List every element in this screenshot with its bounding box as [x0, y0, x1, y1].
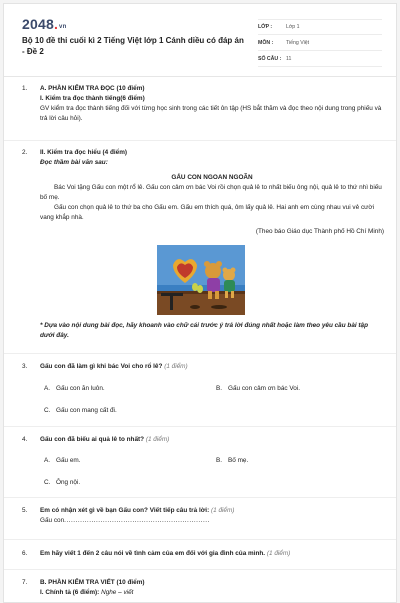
- question-text: Em có nhận xét gì về bạn Gấu con? Viết tiếp câu trả lời:: [40, 507, 210, 514]
- question-text: Gấu con đã làm gì khi bác Voi cho rổ lê?: [40, 363, 163, 370]
- meta-key: MÔN :: [258, 39, 274, 46]
- meta-row-class: [258, 19, 382, 35]
- site-logo[interactable]: [22, 16, 66, 32]
- option-c[interactable]: [44, 479, 80, 486]
- option-a[interactable]: [44, 457, 81, 464]
- divider: [4, 426, 397, 427]
- document-title: Bộ 10 đề thi cuối kì 2 Tiếng Việt lớp 1 Cánh diều có đáp án - Đề 2: [22, 36, 244, 56]
- section-heading: II. Kiểm tra đọc hiểu (4 điểm): [40, 149, 128, 156]
- meta-key: LỚP :: [258, 24, 273, 30]
- option-text: Gấu con mang cất đi.: [56, 407, 117, 414]
- option-b[interactable]: [216, 385, 300, 392]
- document-page: [3, 3, 397, 603]
- answer-line[interactable]: [40, 516, 384, 526]
- meta-table: [258, 19, 382, 67]
- divider: [4, 569, 397, 570]
- question-points: (1 điểm): [145, 436, 170, 443]
- section-subheading: Đọc thầm bài văn sau:: [40, 159, 108, 166]
- question-number: 4.: [22, 436, 28, 443]
- option-letter: B.: [216, 457, 223, 464]
- question-body: [40, 578, 384, 598]
- answer-dots: ................................................................: [64, 517, 210, 524]
- answer-prefix: Gấu con: [40, 517, 65, 524]
- question-body: [40, 84, 384, 124]
- option-letter: A.: [44, 385, 51, 392]
- document-header: [4, 4, 397, 76]
- question-points: (1 điểm): [164, 363, 188, 370]
- instruction-text: * Dựa vào nội dung bài đọc, hãy khoanh vào chữ cái trước ý trả lời đúng nhất hoặc làm theo yêu cầu bài tập dưới đây.: [40, 322, 369, 339]
- question-points: (1 điểm): [210, 507, 235, 514]
- meta-key: SỐ CÂU :: [258, 55, 282, 62]
- question-body: [40, 506, 384, 526]
- question-text: Gấu con đã biếu ai quả lê to nhất?: [40, 436, 145, 443]
- question-number: 6.: [22, 550, 28, 557]
- question-number: 2.: [22, 149, 28, 156]
- logo-suffix: vn: [59, 24, 67, 30]
- story-source: (Theo báo Giáo dục Thành phố Hồ Chí Minh): [255, 228, 384, 235]
- divider: [4, 353, 397, 354]
- meta-value: 11: [286, 55, 292, 62]
- question-body: [40, 362, 384, 372]
- question-number: 5.: [22, 507, 28, 514]
- meta-value: Tiếng Việt: [286, 39, 310, 46]
- section-subheading-note: Nghe – viết: [101, 589, 134, 596]
- option-letter: B.: [216, 385, 223, 392]
- story-title: GẤU CON NGOAN NGOÃN: [171, 174, 253, 181]
- section-heading: A. PHẦN KIỂM TRA ĐỌC (10 điểm): [40, 85, 145, 92]
- section-heading: B. PHẦN KIỂM TRA VIẾT (10 điểm): [40, 579, 145, 586]
- divider: [4, 140, 397, 141]
- option-text: Bố mẹ.: [228, 457, 249, 464]
- header-divider: [4, 76, 397, 77]
- logo-text: 2048: [22, 16, 54, 32]
- story-paragraph: Gấu con chọn quả lê to thứ ba cho Gấu em. Gấu em thích quá, ôm lấy quả lê. Hai anh em cùng nhau vui vẻ cười vang khắp nhà.: [40, 204, 375, 221]
- option-letter: A.: [44, 457, 51, 464]
- section-subheading: I. Chính tả (6 điểm):: [40, 589, 100, 596]
- divider: [4, 497, 397, 498]
- option-text: Gấu con ăn luôn.: [56, 385, 105, 392]
- section-text: GV kiểm tra đọc thành tiếng đối với từng học sinh trong các tiết ôn tập (HS bắt thăm và đọc theo nội dung trong phiếu và trả lời câu hỏi).: [40, 105, 382, 122]
- question-number: 1.: [22, 85, 28, 92]
- logo-dot: .: [53, 16, 59, 32]
- option-letter: C.: [44, 407, 51, 414]
- meta-row-count: [258, 51, 382, 67]
- question-text: Em hãy viết 1 đến 2 câu nói về tình cảm của em đối với gia đình của mình.: [40, 550, 266, 557]
- option-a[interactable]: [44, 385, 105, 392]
- question-number: 7.: [22, 579, 28, 586]
- option-text: Ông nội.: [56, 479, 81, 486]
- question-body: [40, 549, 384, 559]
- meta-row-subject: [258, 35, 382, 51]
- section-subheading: I. Kiểm tra đọc thành tiếng(6 điểm): [40, 95, 145, 102]
- question-number: 3.: [22, 363, 28, 370]
- option-letter: C.: [44, 479, 51, 486]
- question-body: [40, 435, 384, 445]
- option-text: Gấu con cảm ơn bác Voi.: [228, 385, 301, 392]
- question-body: [40, 148, 384, 237]
- meta-value: Lớp 1: [286, 24, 300, 30]
- option-text: Gấu em.: [56, 457, 81, 464]
- story-paragraph: Bác Voi tặng Gấu con một rổ lê. Gấu con cảm ơn bác Voi rồi chọn quả lê to nhất biếu ông nội, quả lê to thứ nhì biếu bố mẹ.: [40, 184, 382, 201]
- story-illustration: [157, 245, 245, 315]
- divider: [4, 539, 397, 540]
- option-b[interactable]: [216, 457, 248, 464]
- question-points: (1 điểm): [266, 550, 291, 557]
- option-c[interactable]: [44, 407, 117, 414]
